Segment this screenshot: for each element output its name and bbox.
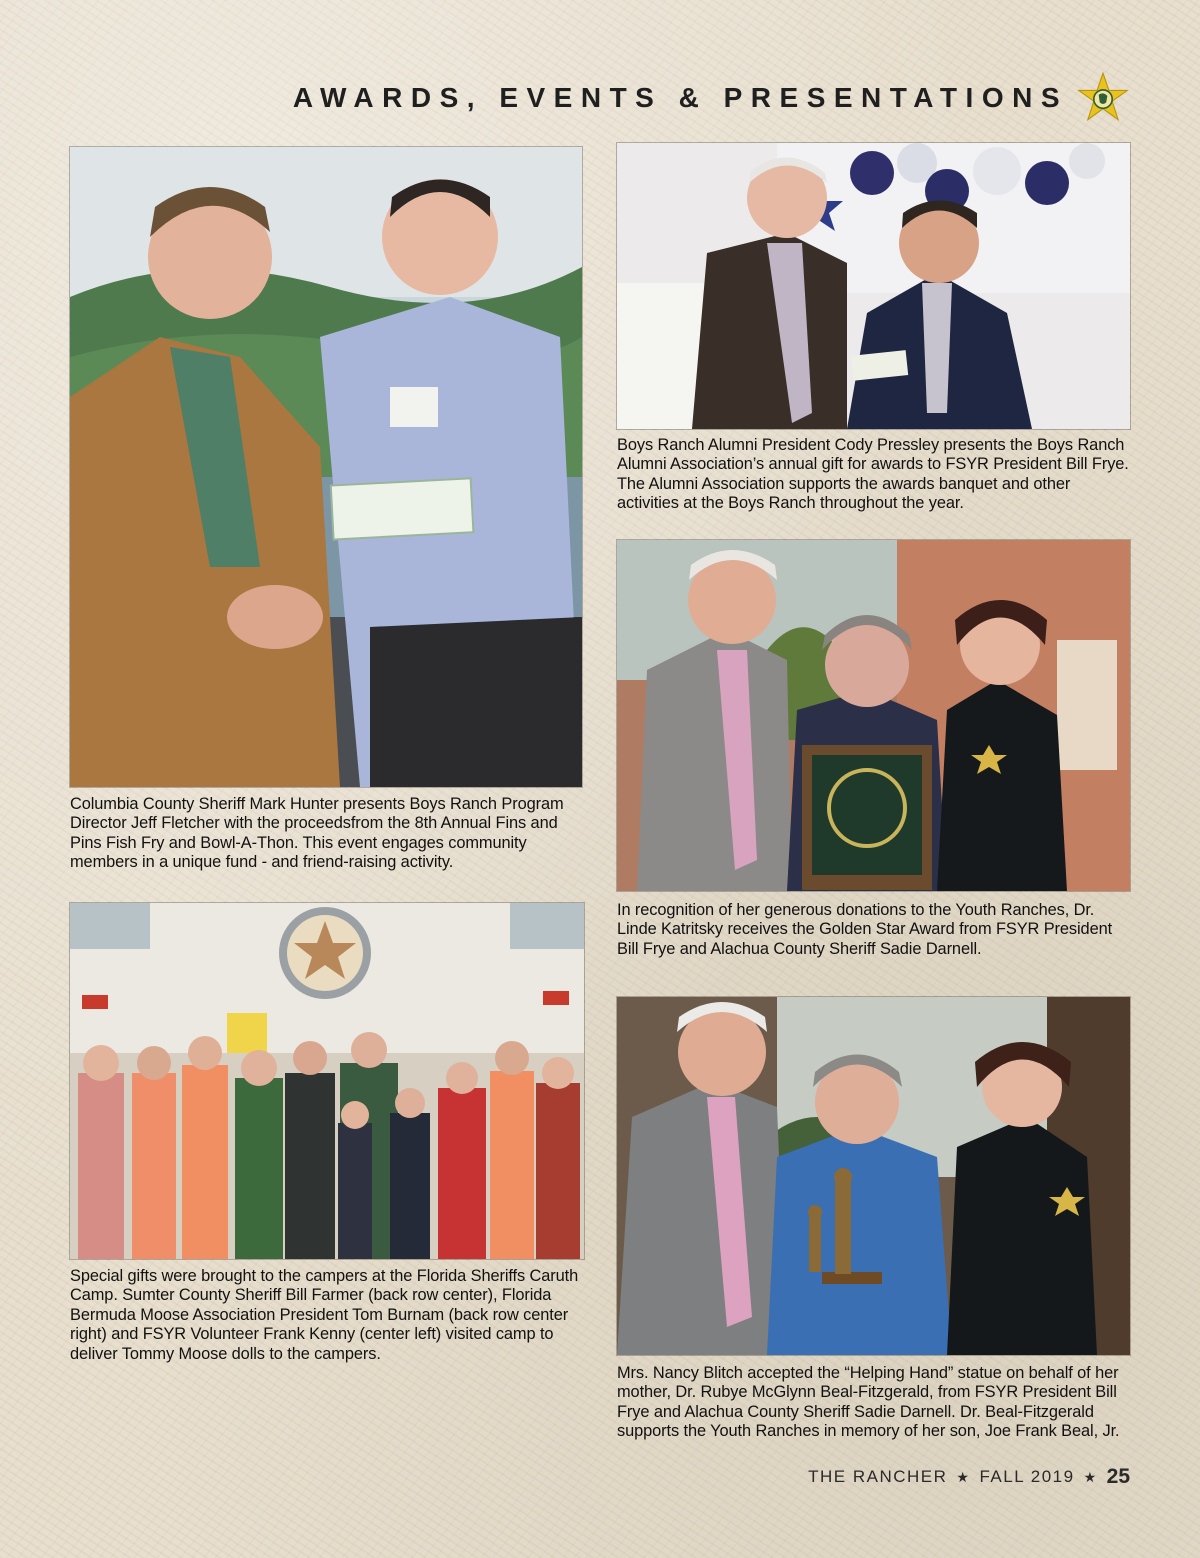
caruth-camp-group-photo [70,903,584,1259]
handshake-photo-caption: Columbia County Sheriff Mark Hunter presents Boys Ranch Program Director Jeff Fletcher with the proceedsfrom the 8th Annual Fins and Pins Fish Fry and Bowl-A-Thon. This event engages community members in a unique fund - and friend-raising activity. [70,795,564,872]
alumni-photo-caption: Boys Ranch Alumni President Cody Pressley presents the Boys Ranch Alumni Association’s annual gift for awards to FSYR President Bill Frye. The Alumni Association supports the awards banquet and other activities at the Boys Ranch throughout the year. [617,436,1129,513]
page-number: 25 [1106,1465,1130,1488]
helping-hand-photo-caption: Mrs. Nancy Blitch accepted the “Helping Hand” statue on behalf of her mother, Dr. Rubye McGlynn Beal-Fitzgerald, from FSYR President Bill Frye and Alachua County Sheriff Sadie Darnell. Dr. Beal-Fitzgerald supports the Youth Ranches in memory of her son, Joe Frank Beal, Jr. [617,1364,1120,1441]
handshake-check-presentation-photo [70,147,582,787]
section-title: AWARDS, EVENTS & PRESENTATIONS [292,82,1068,113]
helping-hand-statue-photo [617,997,1130,1355]
footer-star-separator-icon: ★ [1083,1468,1098,1485]
page-footer [808,1465,1130,1489]
golden-star-award-photo [617,540,1130,891]
sheriff-star-logo-icon [1076,71,1130,125]
footer-star-separator-icon: ★ [956,1468,971,1485]
publication-name: THE RANCHER [808,1467,948,1486]
issue-label: FALL 2019 [979,1467,1075,1486]
caruth-camp-photo-caption: Special gifts were brought to the campers at the Florida Sheriffs Caruth Camp. Sumter County Sheriff Bill Farmer (back row center), Florida Bermuda Moose Association President Tom Burnam (back row center right) and FSYR Volunteer Frank Kenny (center left) visited camp to deliver Tommy Moose dolls to the campers. [70,1267,579,1363]
golden-star-photo-caption: In recognition of her generous donations to the Youth Ranches, Dr. Linde Katritsky receives the Golden Star Award from FSYR President Bill Frye and Alachua County Sheriff Sadie Darnell. [617,901,1113,958]
page-header [293,72,1130,124]
alumni-check-presentation-photo [617,143,1130,429]
